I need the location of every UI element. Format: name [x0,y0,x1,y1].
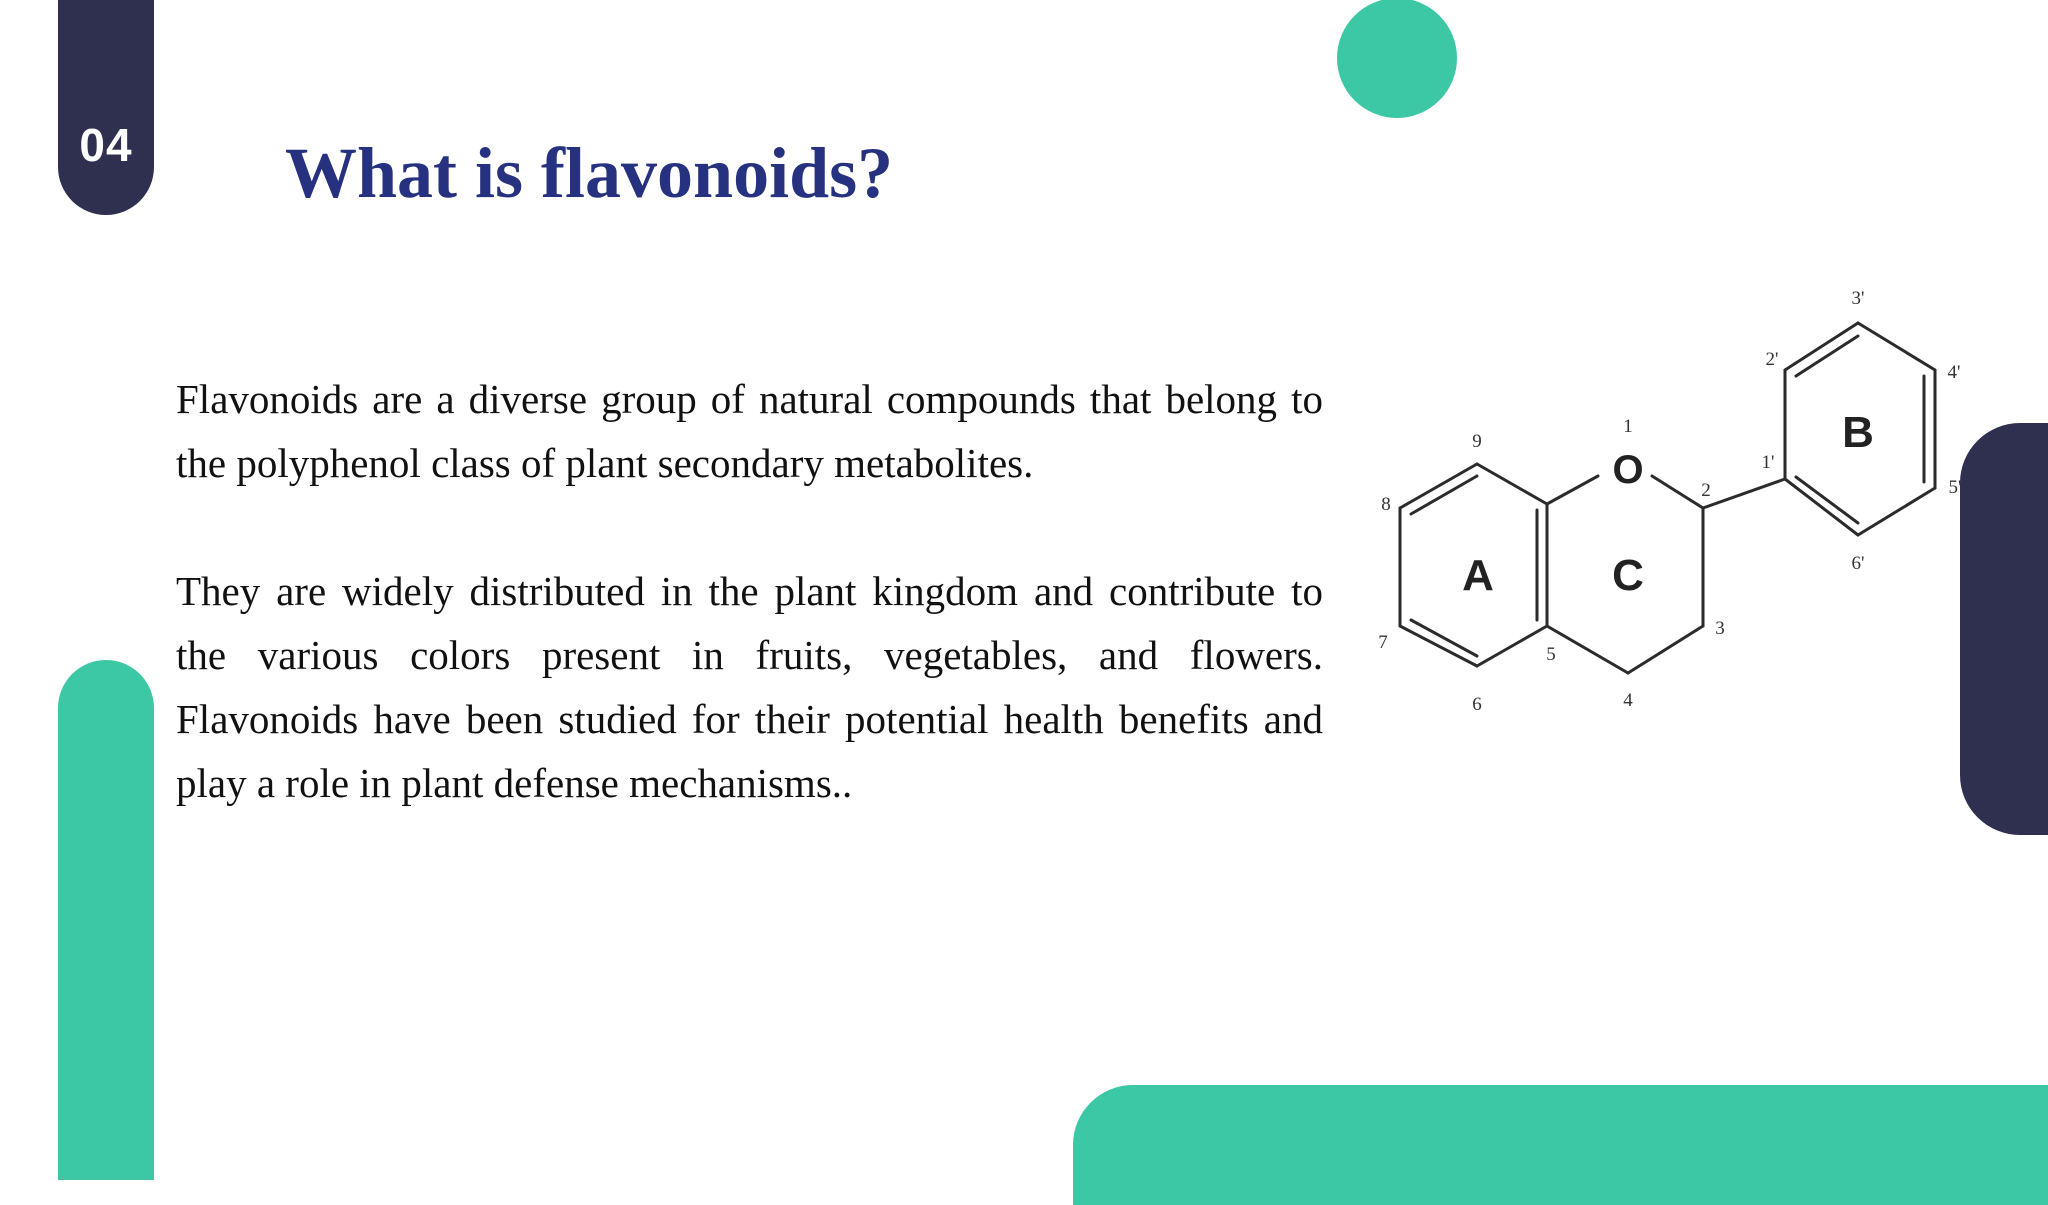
slide-number-tab [58,0,154,215]
position-label-3: 3 [1715,618,1725,639]
slide-number: 04 [79,119,133,171]
slide-title: What is flavonoids? [285,133,894,213]
position-label-3-prime: 3' [1851,288,1865,309]
body-paragraph-2: They are widely distributed in the plant kingdom and contribute to the various colors present in fruits, vegetables, and flowers. Flavonoids have been studied for their potential health benefits and play a role in plant defense mechanisms.. [176,568,1323,806]
position-label-4-prime: 4' [1947,362,1961,383]
structure-bonds [1400,323,1935,673]
ring-label-c: C [1612,551,1644,600]
position-label-2: 2 [1701,480,1711,501]
position-label-5-prime: 5' [1948,477,1962,498]
position-label-4: 4 [1623,690,1633,711]
position-label-2-prime: 2' [1765,349,1779,370]
flavonoid-structure-diagram [1360,270,1980,730]
position-label-1-prime: 1' [1761,452,1775,473]
body-paragraph-1: Flavonoids are a diverse group of natural compounds that belong to the polyphenol class of plant secondary metabolites. [176,376,1323,486]
decorative-bottom-bar [1073,1085,2048,1205]
position-label-6-prime: 6' [1851,553,1865,574]
position-label-5: 5 [1546,644,1556,665]
oxygen-atom: O [1612,448,1644,492]
ring-label-a: A [1462,551,1494,600]
position-label-6: 6 [1472,694,1482,715]
position-label-1: 1 [1623,416,1633,437]
decorative-left-bar [58,660,154,1180]
position-label-8: 8 [1381,494,1391,515]
decorative-circle [1337,0,1457,118]
position-label-9: 9 [1472,431,1482,452]
ring-label-b: B [1842,408,1874,457]
position-label-7: 7 [1378,632,1388,653]
